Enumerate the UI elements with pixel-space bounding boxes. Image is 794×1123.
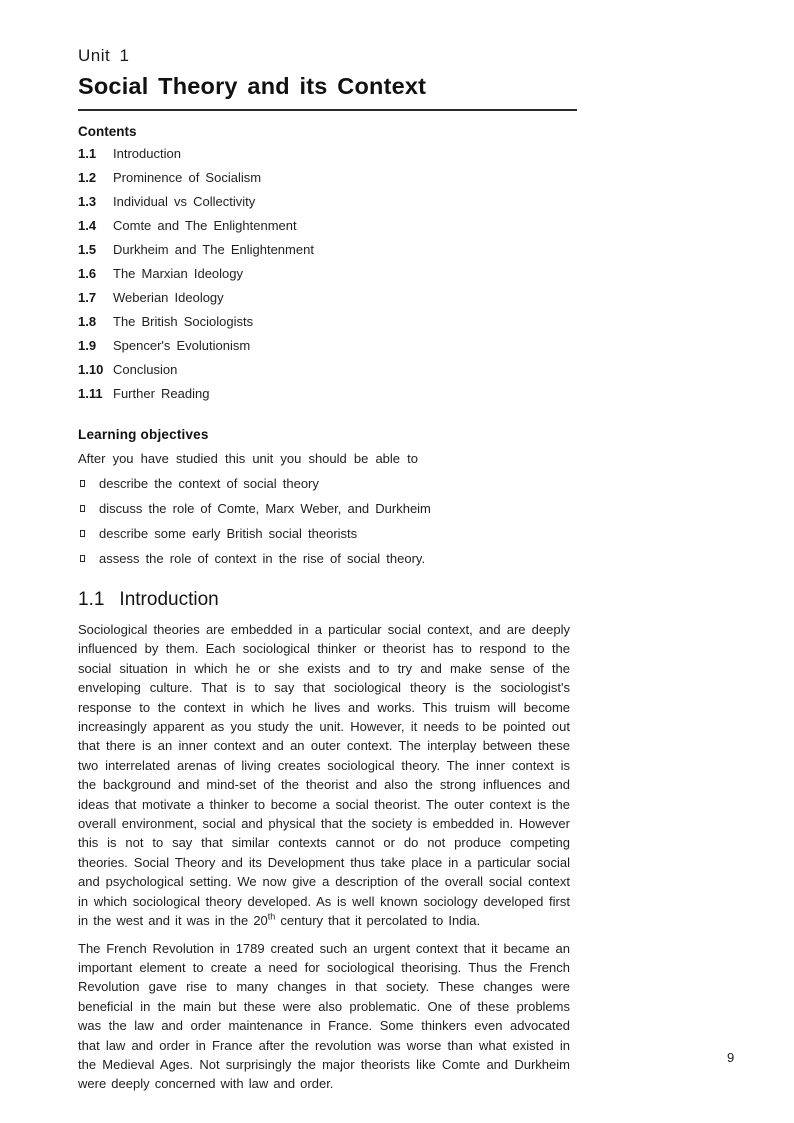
- section-title: Introduction: [119, 589, 219, 610]
- learning-objectives-intro: After you have studied this unit you should be able to: [78, 451, 418, 466]
- toc-item-label: Prominence of Socialism: [113, 170, 262, 185]
- toc-item-label: The British Sociologists: [113, 314, 254, 329]
- toc-item-number: 1.5: [78, 242, 97, 257]
- list-item: [78, 476, 570, 491]
- objective-text: describe the context of social theory: [99, 476, 319, 491]
- toc-item-label: Weberian Ideology: [113, 290, 224, 305]
- toc-item-number: 1.9: [78, 338, 97, 353]
- toc-item: [78, 386, 570, 410]
- toc-item-number: 1.3: [78, 194, 97, 209]
- toc-item-number: 1.1: [78, 146, 97, 161]
- paragraph-text: Sociological theories are embedded in a particular social context, and are deeply influenced by them. Each sociological thinker or theorist has to respond to the social situation in which he or she exists and to try and make sense of the enveloping culture. That is to say that sociological theory is the sociologist's response to the context in which he lives and works. This truism will become increasingly apparent as you study the unit. However, it needs to be pointed out that there is an inner context and an outer context. The interplay between these two interrelated arenas of living creates sociological theory. The inner context is the background and mind-set of the theorist and also the strong influences and ideas that motivate a thinker to become a social theorist. The outer context is the overall environment, social and physical that the society is embedded in. However this is not to say that similar contexts cannot or do not produce competing theories. Social Theory and its Development thus take place in a particular social and psychological setting. We now give a description of the overall social context in which sociological theory developed. As is well known sociology developed first in the west and it was in the 20: [78, 622, 570, 929]
- superscript-th: th: [267, 911, 276, 922]
- toc-item-label: Individual vs Collectivity: [113, 194, 256, 209]
- title-rule: [78, 109, 577, 111]
- page-content: [78, 46, 570, 1094]
- toc-item-label: Conclusion: [113, 362, 178, 377]
- toc-item-label: Introduction: [113, 146, 181, 161]
- section-number: 1.1: [78, 589, 105, 610]
- toc-item: [78, 170, 570, 194]
- toc-item-number: 1.7: [78, 290, 97, 305]
- toc-item-label: The Marxian Ideology: [113, 266, 244, 281]
- objective-text: discuss the role of Comte, Marx Weber, and Durkheim: [99, 501, 431, 516]
- toc-item: [78, 290, 570, 314]
- toc-item: [78, 146, 570, 170]
- toc-item-number: 1.8: [78, 314, 97, 329]
- contents-heading: Contents: [78, 124, 137, 139]
- toc-item: [78, 242, 570, 266]
- list-item: [78, 526, 570, 541]
- objective-text: assess the role of context in the rise of social theory.: [99, 551, 426, 566]
- square-bullet-icon: [80, 555, 85, 562]
- toc-item-label: Further Reading: [113, 386, 210, 401]
- learning-objectives-list: [78, 476, 570, 566]
- table-of-contents: [78, 146, 570, 410]
- toc-item: [78, 314, 570, 338]
- page-number: 9: [727, 1050, 735, 1065]
- toc-item-label: Comte and The Enlightenment: [113, 218, 297, 233]
- toc-item-label: Spencer's Evolutionism: [113, 338, 251, 353]
- toc-item-number: 1.10: [78, 362, 104, 377]
- learning-objectives-heading: Learning objectives: [78, 427, 209, 442]
- section-heading: [78, 589, 570, 611]
- page-title: Social Theory and its Context: [78, 73, 427, 99]
- toc-item-number: 1.6: [78, 266, 97, 281]
- square-bullet-icon: [80, 505, 85, 512]
- toc-item: [78, 194, 570, 218]
- toc-item-number: 1.2: [78, 170, 97, 185]
- toc-item-number: 1.4: [78, 218, 97, 233]
- toc-item-number: 1.11: [78, 386, 103, 401]
- toc-item: [78, 338, 570, 362]
- toc-item: [78, 218, 570, 242]
- objective-text: describe some early British social theorists: [99, 526, 358, 541]
- paragraph-french-revolution: The French Revolution in 1789 created such an urgent context that it became an important element to create a need for sociological theorising. Thus the French Revolution gave rise to many changes in that society. These changes were beneficial in the main but these were also problematic. One of these problems was the law and order maintenance in France. Some thinkers even advocated that law and order in France after the revolution was worse than what existed in the Medieval Ages. Not surprisingly the major theorists like Comte and Durkheim were deeply concerned with law and order.: [78, 940, 570, 1092]
- square-bullet-icon: [80, 480, 85, 487]
- toc-item-label: Durkheim and The Enlightenment: [113, 242, 314, 257]
- square-bullet-icon: [80, 530, 85, 537]
- toc-item: [78, 362, 570, 386]
- list-item: [78, 551, 570, 566]
- paragraph-introduction: [78, 620, 570, 931]
- list-item: [78, 501, 570, 516]
- unit-label: Unit 1: [78, 46, 130, 65]
- paragraph-text: century that it percolated to India.: [275, 913, 481, 929]
- toc-item: [78, 266, 570, 290]
